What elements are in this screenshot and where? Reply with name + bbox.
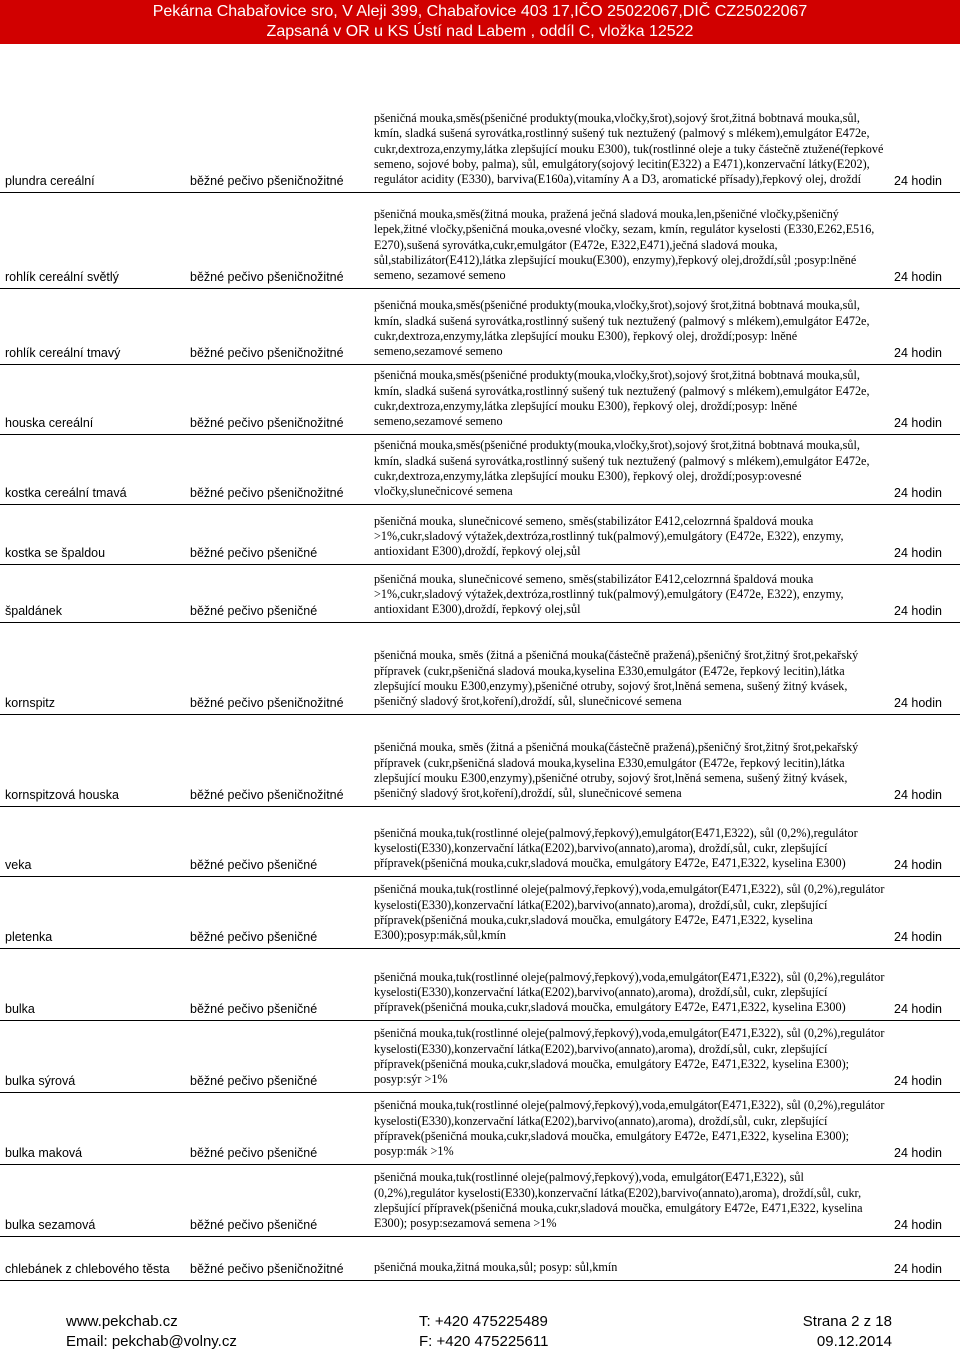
- product-category: běžné pečivo pšeničnožitné: [190, 485, 344, 500]
- product-category: běžné pečivo pšeničnožitné: [190, 173, 344, 188]
- product-name: bulka: [5, 1001, 35, 1016]
- product-name: špaldánek: [5, 603, 62, 618]
- product-category: běžné pečivo pšeničné: [190, 1073, 318, 1088]
- product-row: [0, 622, 960, 714]
- product-name: kornspitz: [5, 695, 56, 710]
- product-composition: pšeničná mouka, směs (žitná a pšeničná mouka(částečně pražená),pšeničný šrot,žitný šrot,pekařský přípravek (cukr,pšeničná sladová mouka,kyselina E330,emulgátor (E472e, řepkový lecitin),látka zlepšující mouku E300,enzymy),pšeničné otruby, sojový šrot,lněná semena, sušený žitný kvásek, pšeničný sladový šrot,koření),droždí, sůl, slunečnicové semena: [374, 648, 859, 709]
- product-shelf-life: 24 hodin: [894, 1001, 942, 1016]
- footer-date: 09.12.2014: [816, 1333, 892, 1350]
- product-composition: pšeničná mouka,směs(pšeničné produkty(mouka,vločky,šrot),sojový šrot,žitná bobtnavá mouka,sůl, kmín, sladká sušená syrovátka,rostlinný sušený tuk neztužený (palmový s mlékem),emulgátor E472e, cukr,dextroza,enzymy,látka zlepšující mouku E300), tuk(rostlinné oleje a tuky částečně ztužené(řepkové semeno, sojové boby, palma), sůl, emulgátory(sojový lecitin(E322) a E471),konzervační látky(E202), regulátor acidity (E330), barviva(E160a),vitamíny A a D3, aromatické přísady),řepkový olej, droždí: [374, 111, 884, 187]
- product-category: běžné pečivo pšeničnožitné: [190, 269, 344, 284]
- product-composition: pšeničná mouka, slunečnicové semeno, směs(stabilizátor E412,celozrnná špaldová mouka >1%,cukr,sladový výtažek,dextróza,rostlinný tuk(palmový),emulgátory (E472e, E322), enzymy, antioxidant E300),droždí, řepkový olej,sůl: [374, 571, 844, 617]
- footer-web[interactable]: www.pekchab.cz: [66, 1313, 178, 1330]
- product-composition: pšeničná mouka,směs(pšeničné produkty(mouka,vločky,šrot),sojový šrot,žitná bobtnavá mouka,sůl, kmín, sladká sušená syrovátka,rostlinný sušený tuk neztužený (palmový s mlékem),emulgátor E472e, cukr,dextroza,enzymy,látka zlepšující mouku E300), řepkový olej, droždí;posyp:ovesné vločky,slunečnicové semena: [374, 438, 870, 499]
- product-category: běžné pečivo pšeničné: [190, 929, 318, 944]
- product-name: houska cereální: [5, 415, 94, 430]
- footer-fax: F: +420 475225611: [419, 1333, 549, 1350]
- product-row: [0, 714, 960, 806]
- product-composition: pšeničná mouka,směs(pšeničné produkty(mouka,vločky,šrot),sojový šrot,žitná bobtnavá mouka,sůl, kmín, sladká sušená syrovátka,rostlinný sušený tuk neztužený (palmový s mlékem),emulgátor E472e, cukr,dextroza,enzymy,látka zlepšující mouku E300), řepkový olej, droždí;posyp: lněné semeno,sezamové semeno: [374, 298, 870, 359]
- product-category: běžné pečivo pšeničné: [190, 1217, 318, 1232]
- product-shelf-life: 24 hodin: [894, 787, 942, 802]
- product-composition: pšeničná mouka,směs(pšeničné produkty(mouka,vločky,šrot),sojový šrot,žitná bobtnavá mouka,sůl, kmín, sladká sušená syrovátka,rostlinný sušený tuk neztužený (palmový s mlékem),emulgátor E472e, cukr,dextroza,enzymy,látka zlepšující mouku E300), řepkový olej, droždí;posyp: lněné semeno,sezamové semeno: [374, 368, 870, 429]
- product-shelf-life: 24 hodin: [894, 485, 942, 500]
- product-category: běžné pečivo pšeničnožitné: [190, 787, 344, 802]
- product-shelf-life: 24 hodin: [894, 269, 942, 284]
- product-row: [0, 1236, 960, 1280]
- product-category: běžné pečivo pšeničné: [190, 1001, 318, 1016]
- product-shelf-life: 24 hodin: [894, 545, 942, 560]
- product-composition: pšeničná mouka,žitná mouka,sůl; posyp: sůl,kmín: [374, 1260, 618, 1275]
- product-composition: pšeničná mouka, směs (žitná a pšeničná mouka(částečně pražená),pšeničný šrot,žitný šrot,pekařský přípravek (cukr,pšeničná sladová mouka,kyselina E330,emulgátor (E472e, řepkový lecitin),látka zlepšující mouku E300,enzymy),pšeničné otruby, sojový šrot,lněná semena, sušený žitný kvásek, pšeničný sladový šrot,koření),droždí, sůl, slunečnicové semena: [374, 740, 859, 801]
- product-row: [0, 64, 960, 192]
- product-name: pletenka: [5, 929, 53, 944]
- product-category: běžné pečivo pšeničnožitné: [190, 1261, 344, 1276]
- product-row: [0, 288, 960, 364]
- product-category: běžné pečivo pšeničnožitné: [190, 695, 344, 710]
- product-row: [0, 948, 960, 1020]
- product-name: bulka sýrová: [5, 1073, 76, 1088]
- product-shelf-life: 24 hodin: [894, 1261, 942, 1276]
- product-category: běžné pečivo pšeničné: [190, 857, 318, 872]
- product-shelf-life: 24 hodin: [894, 1217, 942, 1232]
- product-shelf-life: 24 hodin: [894, 695, 942, 710]
- company-header: [0, 0, 960, 44]
- header-line-1: Pekárna Chabařovice sro, V Aleji 399, Chabařovice 403 17,IČO 25022067,DIČ CZ25022067: [152, 3, 808, 20]
- footer-email[interactable]: Email: pekchab@volny.cz: [66, 1333, 237, 1350]
- product-composition: pšeničná mouka,tuk(rostlinné oleje(palmový,řepkový),voda, emulgátor(E471,E322), sůl (0,2%),regulátor kyselosti(E330),konzervační látka(E202),barvivo(annato),aroma), droždí,sůl, cukr, zlepšující přípravek(pšeničná mouka,cukr,sladová moučka, emulgátory E472e, E471,E322, kyselina E300); posyp:sezamová semena >1%: [374, 1170, 863, 1231]
- product-name: plundra cereální: [5, 173, 95, 188]
- product-shelf-life: 24 hodin: [894, 857, 942, 872]
- product-name: chlebánek z chlebového těsta: [5, 1261, 170, 1276]
- product-composition: pšeničná mouka,tuk(rostlinné oleje(palmový,řepkový),emulgátor(E471,E322), sůl (0,2%),regulátor kyselosti(E330),konzervační látka(E202),barvivo(annato),aroma), droždí,sůl, cukr, zlepšující přípravek(pšeničná mouka,cukr,sladová moučka, emulgátory E472e, E471,E322, kyselina E300): [374, 825, 858, 871]
- product-row: [0, 1092, 960, 1164]
- product-composition: pšeničná mouka, slunečnicové semeno, směs(stabilizátor E412,celozrnná špaldová mouka >1%,cukr,sladový výtažek,dextróza,rostlinný tuk(palmový),emulgátory (E472e, E322), enzymy, antioxidant E300),droždí, řepkový olej,sůl: [374, 513, 844, 559]
- product-row: [0, 364, 960, 434]
- product-row: [0, 564, 960, 622]
- product-shelf-life: 24 hodin: [894, 1145, 942, 1160]
- product-shelf-life: 24 hodin: [894, 415, 942, 430]
- product-name: veka: [5, 857, 32, 872]
- product-row: [0, 504, 960, 564]
- product-row: [0, 1020, 960, 1092]
- product-shelf-life: 24 hodin: [894, 1073, 942, 1088]
- product-name: kostka se špaldou: [5, 545, 106, 560]
- footer-phone: T: +420 475225489: [419, 1313, 548, 1330]
- product-row: [0, 806, 960, 876]
- product-row: [0, 1164, 960, 1236]
- page-footer: [0, 1312, 960, 1354]
- product-name: kornspitzová houska: [5, 787, 119, 802]
- product-row: [0, 434, 960, 504]
- product-name: bulka maková: [5, 1145, 83, 1160]
- header-line-2: Zapsaná v OR u KS Ústí nad Labem , oddíl C, vložka 12522: [266, 23, 694, 40]
- product-composition: pšeničná mouka,směs(žitná mouka, pražená ječná sladová mouka,len,pšeničné vločky,pšeničný lepek,žitné vločky,pšeničná mouka,ovesné vločky, sezam, kmín, regulátor kyselosti (E330,E262,E516, E270),sušená syrovátka,cukr,emulgátor (E472e, E322,E471),ječná sladová mouka, sůl,stabilizátor(E412),látka zlepšující mouku(E300), enzymy),řepkový olej,droždí,sůl ;posyp:lněné semeno, sezamové semeno: [374, 207, 875, 283]
- product-name: bulka sezamová: [5, 1217, 96, 1232]
- product-category: běžné pečivo pšeničnožitné: [190, 345, 344, 360]
- product-row: [0, 876, 960, 948]
- footer-page-number: Strana 2 z 18: [802, 1313, 892, 1330]
- product-composition: pšeničná mouka,tuk(rostlinné oleje(palmový,řepkový),voda,emulgátor(E471,E322), sůl (0,2%),regulátor kyselosti(E330),konzervační látka(E202),barvivo(annato),aroma), droždí,sůl, cukr, zlepšující přípravek(pšeničná mouka,cukr,sladová moučka, emulgátory E472e, E471,E322, kyselina E300): [374, 969, 885, 1015]
- product-shelf-life: 24 hodin: [894, 173, 942, 188]
- product-name: rohlík cereální tmavý: [5, 345, 121, 360]
- product-table: [0, 64, 960, 1281]
- product-row: [0, 192, 960, 288]
- product-name: rohlík cereální světlý: [5, 269, 119, 284]
- product-category: běžné pečivo pšeničné: [190, 603, 318, 618]
- product-shelf-life: 24 hodin: [894, 345, 942, 360]
- product-shelf-life: 24 hodin: [894, 929, 942, 944]
- product-composition: pšeničná mouka,tuk(rostlinné oleje(palmový,řepkový),voda,emulgátor(E471,E322), sůl (0,2%),regulátor kyselosti(E330),konzervační látka(E202),barvivo(annato),aroma), droždí,sůl, cukr, zlepšující přípravek(pšeničná mouka,cukr,sladová moučka, emulgátory E472e, E471,E322, kyselina E300);posyp:mák,sůl,kmín: [374, 882, 885, 943]
- product-category: běžné pečivo pšeničnožitné: [190, 415, 344, 430]
- product-shelf-life: 24 hodin: [894, 603, 942, 618]
- product-composition: pšeničná mouka,tuk(rostlinné oleje(palmový,řepkový),voda,emulgátor(E471,E322), sůl (0,2%),regulátor kyselosti(E330),konzervační látka(E202),barvivo(annato),aroma), droždí,sůl, cukr, zlepšující přípravek(pšeničná mouka,cukr,sladová moučka, emulgátory E472e, E471,E322, kyselina E300); posyp:sýr >1%: [374, 1026, 885, 1087]
- product-composition: pšeničná mouka,tuk(rostlinné oleje(palmový,řepkový),voda,emulgátor(E471,E322), sůl (0,2%),regulátor kyselosti(E330),konzervační látka(E202),barvivo(annato),aroma), droždí,sůl, cukr, zlepšující přípravek(pšeničná mouka,cukr,sladová moučka, emulgátory E472e, E471,E322, kyselina E300); posyp:mák >1%: [374, 1098, 885, 1159]
- product-category: běžné pečivo pšeničné: [190, 1145, 318, 1160]
- product-category: běžné pečivo pšeničné: [190, 545, 318, 560]
- product-name: kostka cereální tmavá: [5, 485, 127, 500]
